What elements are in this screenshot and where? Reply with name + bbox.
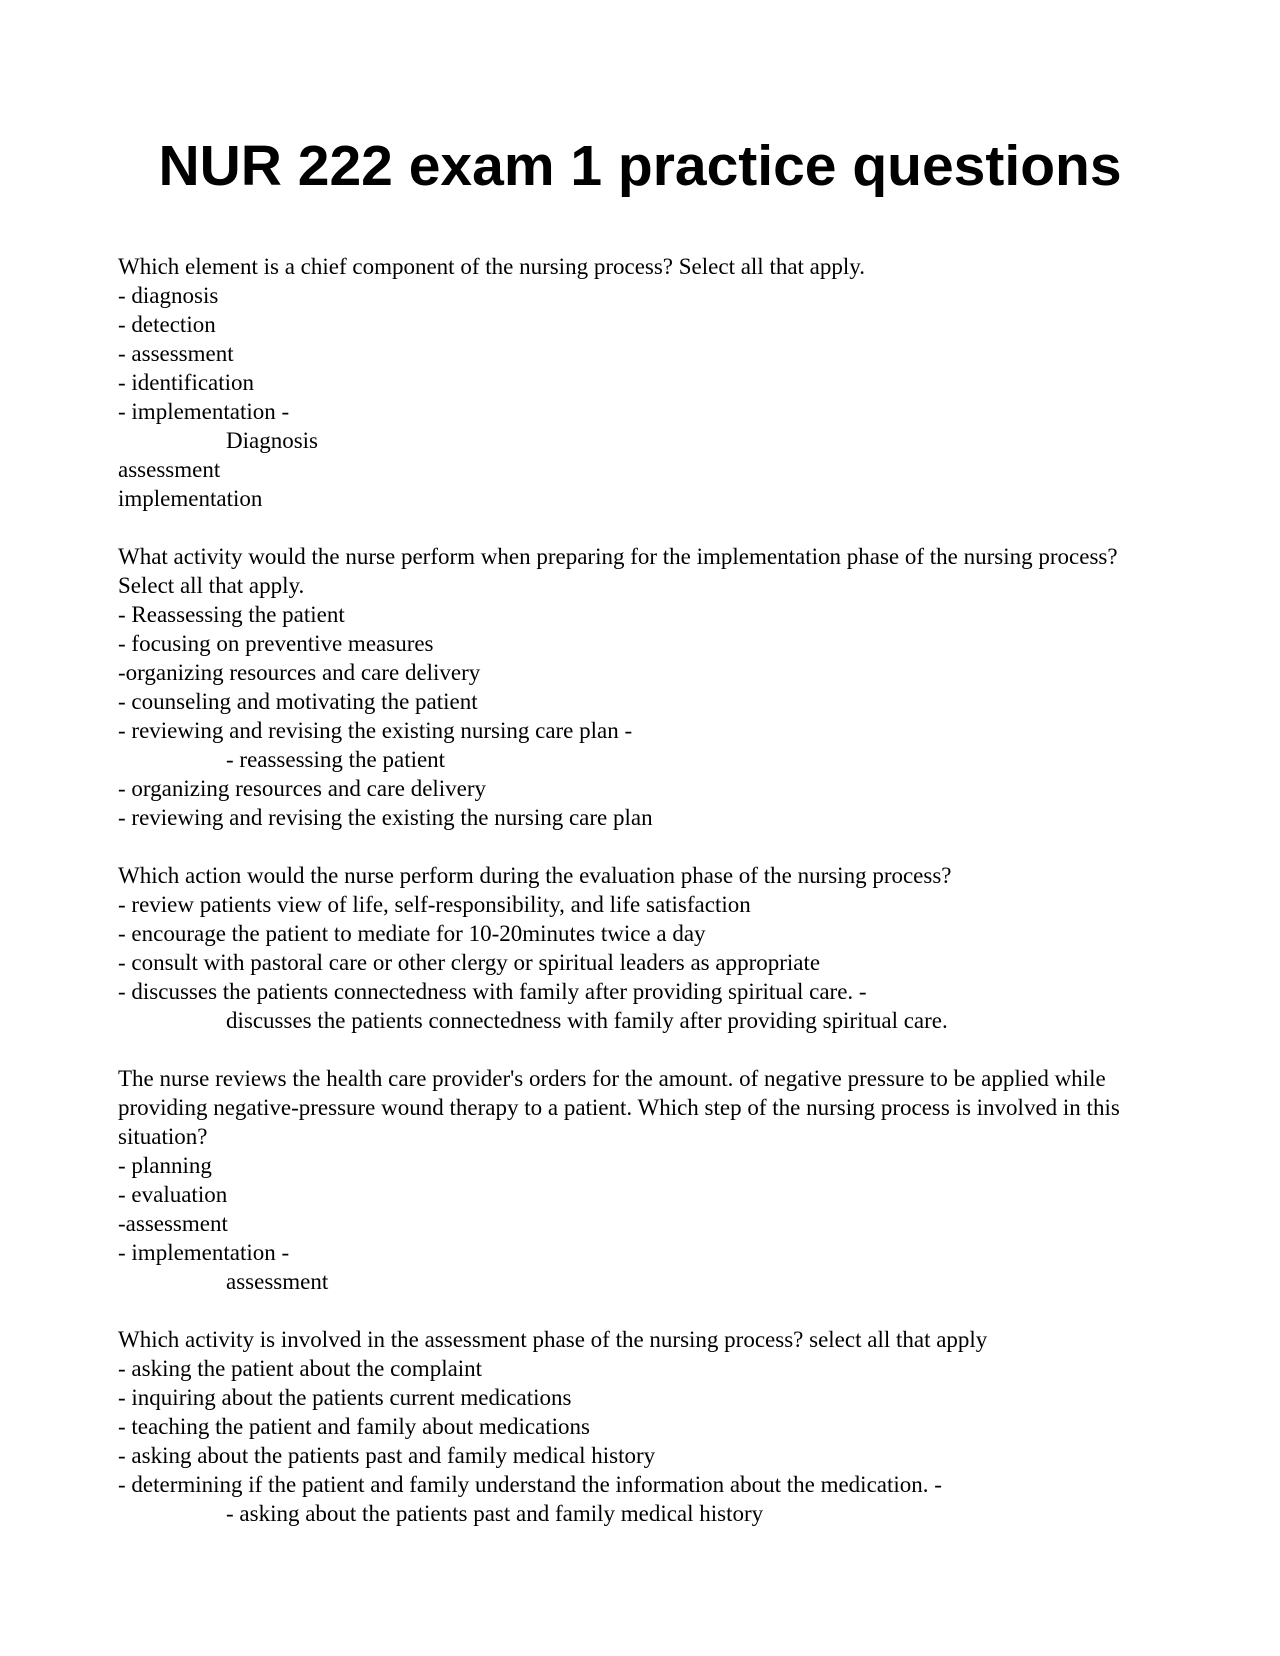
question-block: [118, 542, 1178, 832]
option-text: - inquiring about the patients current medications: [118, 1385, 572, 1410]
option-text: assessment: [118, 457, 221, 482]
answer-text: Diagnosis: [226, 428, 318, 453]
option-text: -organizing resources and care delivery: [118, 660, 481, 685]
option-text: - implementation -: [118, 399, 290, 424]
answer-text: - reassessing the patient: [226, 747, 446, 772]
option-text: - implementation -: [118, 1240, 290, 1265]
question-list: [118, 252, 1178, 1557]
question-block: [118, 1064, 1178, 1296]
answer-text: discusses the patients connectedness with family after providing spiritual care.: [226, 1008, 948, 1033]
option-text: - focusing on preventive measures: [118, 631, 434, 656]
option-text: - Reassessing the patient: [118, 602, 345, 627]
option-text: - reviewing and revising the existing nursing care plan -: [118, 718, 633, 743]
option-text: - diagnosis: [118, 283, 219, 308]
option-text: - counseling and motivating the patient: [118, 689, 478, 714]
answer-text: - asking about the patients past and family medical history: [226, 1501, 764, 1526]
option-text: -assessment: [118, 1211, 228, 1236]
question-text: Which element is a chief component of the nursing process? Select all that apply.: [118, 254, 866, 279]
option-text: - evaluation: [118, 1182, 228, 1207]
document-title: NUR 222 exam 1 practice questions: [158, 134, 1122, 198]
question-block: [118, 252, 1178, 513]
question-block: [118, 861, 1178, 1035]
option-text: - asking the patient about the complaint: [118, 1356, 483, 1381]
option-text: - detection: [118, 312, 216, 337]
answer-text: assessment: [226, 1269, 329, 1294]
option-text: - discusses the patients connectedness with family after providing spiritual care. -: [118, 979, 867, 1004]
option-text: - planning: [118, 1153, 212, 1178]
option-text: - encourage the patient to mediate for 10-20minutes twice a day: [118, 921, 706, 946]
option-text: - review patients view of life, self-responsibility, and life satisfaction: [118, 892, 751, 917]
question-block: [118, 1325, 1178, 1528]
question-text: Which activity is involved in the assessment phase of the nursing process? select all that apply: [118, 1327, 988, 1352]
option-text: - determining if the patient and family understand the information about the medication. -: [118, 1472, 942, 1497]
option-text: - asking about the patients past and family medical history: [118, 1443, 656, 1468]
question-text: Which action would the nurse perform during the evaluation phase of the nursing process?: [118, 863, 952, 888]
option-text: - reviewing and revising the existing the nursing care plan: [118, 805, 653, 830]
option-text: implementation: [118, 486, 263, 511]
option-text: - consult with pastoral care or other clergy or spiritual leaders as appropriate: [118, 950, 821, 975]
question-text: What activity would the nurse perform when preparing for the implementation phase of the nursing process? Select all that apply.: [118, 544, 1124, 598]
option-text: - identification: [118, 370, 255, 395]
option-text: - organizing resources and care delivery: [118, 776, 487, 801]
option-text: - assessment: [118, 341, 234, 366]
question-text: The nurse reviews the health care provider's orders for the amount. of negative pressure to be applied while providing negative-pressure wound therapy to a patient. Which step of the nursing process is involved in this situation?: [118, 1066, 1126, 1149]
option-text: - teaching the patient and family about medications: [118, 1414, 590, 1439]
